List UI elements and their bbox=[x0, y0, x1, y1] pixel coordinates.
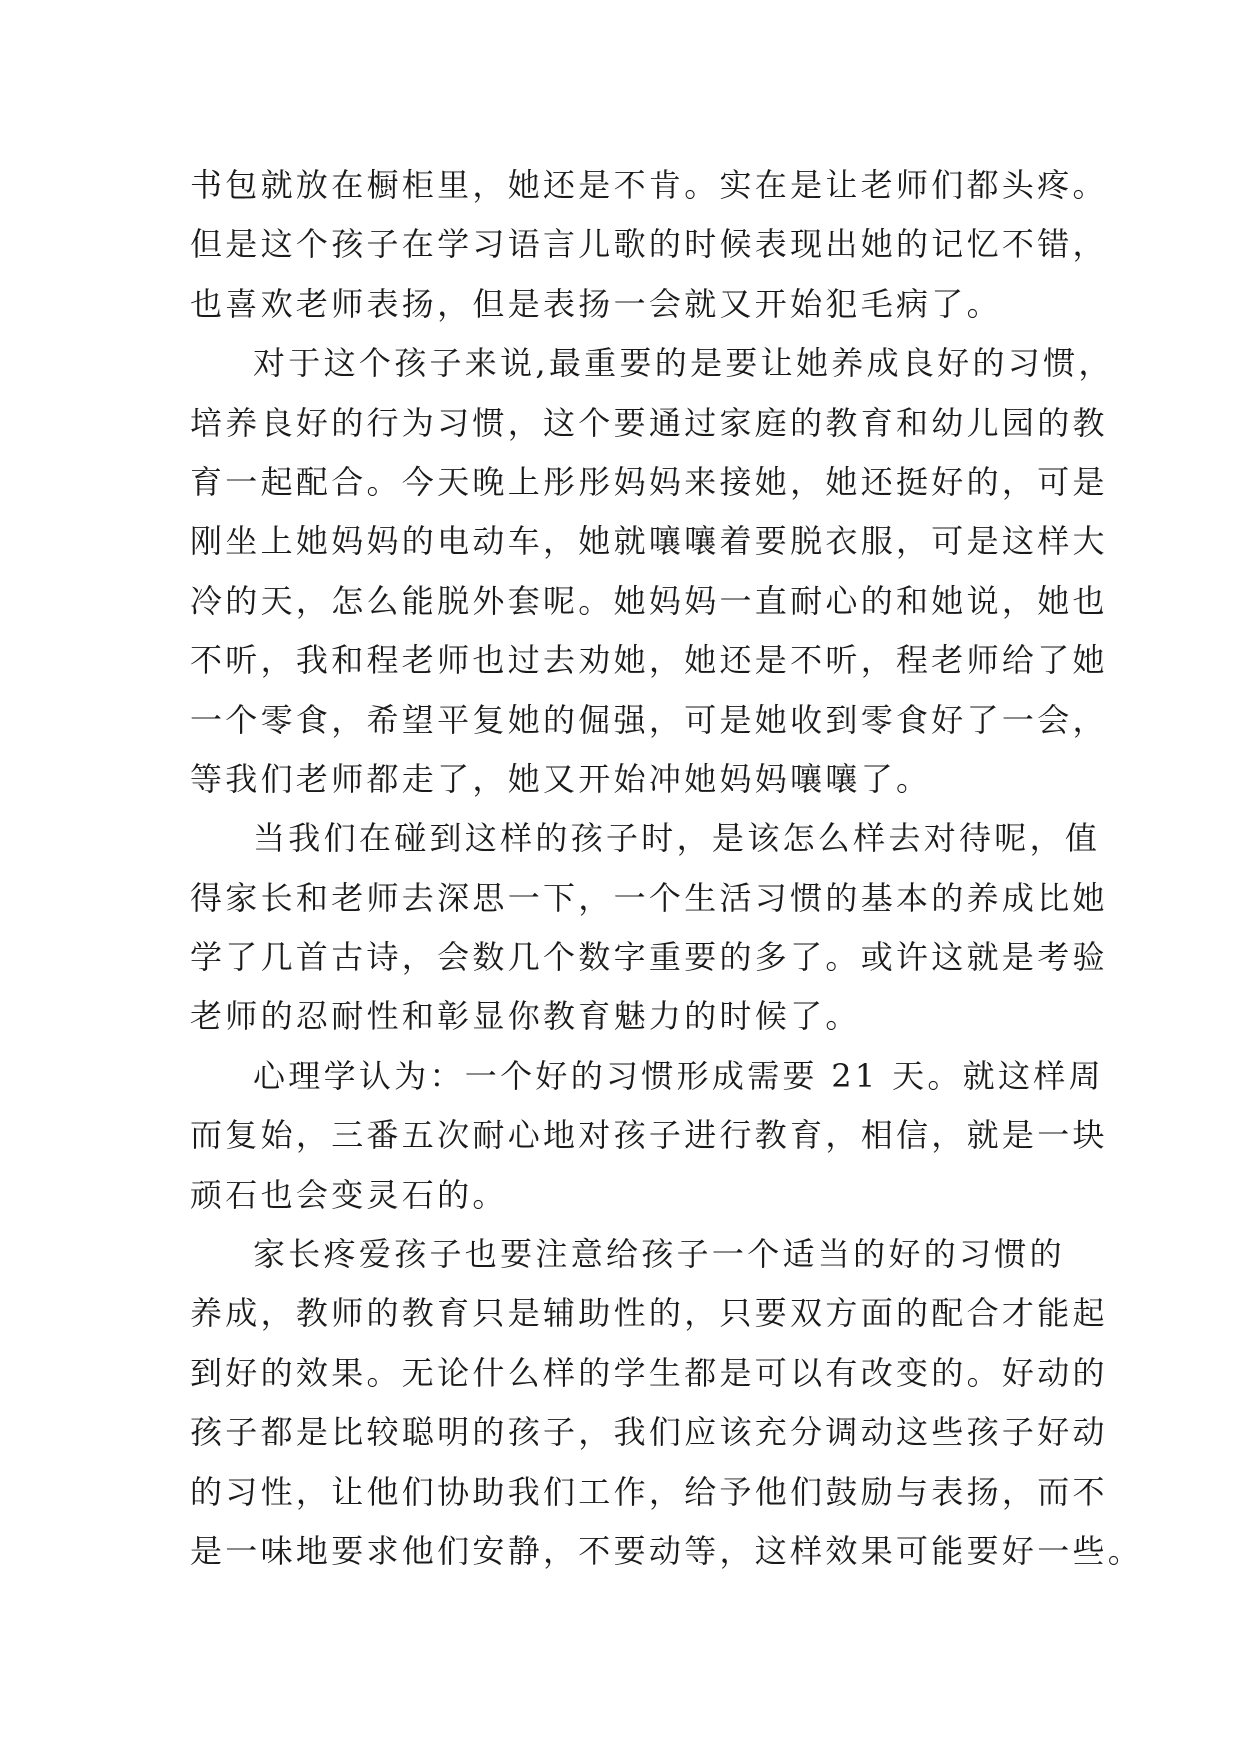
paragraph-first-line: 家长疼爱孩子也要注意给孩子一个适当的好的习惯的 bbox=[253, 1235, 1065, 1274]
paragraph-first-line: 心理学认为：一个好的习惯形成需要 21 天。就这样周 bbox=[253, 1056, 1104, 1095]
text-line: 学了几首古诗，会数几个数字重要的多了。或许这就是考验 bbox=[190, 938, 1108, 977]
text-line: 到好的效果。无论什么样的学生都是可以有改变的。好动的 bbox=[190, 1353, 1108, 1392]
text-line: 孩子都是比较聪明的孩子，我们应该充分调动这些孩子好动 bbox=[190, 1413, 1108, 1452]
text-line: 但是这个孩子在学习语言儿歌的时候表现出她的记忆不错， bbox=[190, 225, 1108, 264]
text-line: 等我们老师都走了，她又开始冲她妈妈嚷嚷了。 bbox=[190, 759, 932, 798]
text-line: 得家长和老师去深思一下，一个生活习惯的基本的养成比她 bbox=[190, 878, 1108, 917]
text-line: 也喜欢老师表扬，但是表扬一会就又开始犯毛病了。 bbox=[190, 284, 1002, 323]
paragraph-first-line: 对于这个孩子来说,最重要的是要让她养成良好的习惯， bbox=[253, 344, 1114, 383]
text-line: 培养良好的行为习惯，这个要通过家庭的教育和幼儿园的教 bbox=[190, 403, 1108, 442]
text-line: 老师的忍耐性和彰显你教育魅力的时候了。 bbox=[190, 997, 861, 1036]
text-line: 不听，我和程老师也过去劝她，她还是不听，程老师给了她 bbox=[190, 641, 1108, 680]
paragraph-first-line: 当我们在碰到这样的孩子时，是该怎么样去对待呢，值 bbox=[253, 819, 1101, 858]
text-line: 是一味地要求他们安静，不要动等，这样效果可能要好一些。 bbox=[190, 1531, 1144, 1570]
text-line: 养成，教师的教育只是辅助性的，只要双方面的配合才能起 bbox=[190, 1294, 1108, 1333]
text-line: 育一起配合。今天晚上彤彤妈妈来接她，她还挺好的，可是 bbox=[190, 462, 1108, 501]
text-line: 的习性，让他们协助我们工作，给予他们鼓励与表扬，而不 bbox=[190, 1472, 1108, 1511]
text-line: 刚坐上她妈妈的电动车，她就嚷嚷着要脱衣服，可是这样大 bbox=[190, 522, 1108, 561]
text-line: 一个零食，希望平复她的倔强，可是她收到零食好了一会， bbox=[190, 700, 1108, 739]
text-line: 而复始，三番五次耐心地对孩子进行教育，相信，就是一块 bbox=[190, 1116, 1108, 1155]
text-line: 冷的天，怎么能脱外套呢。她妈妈一直耐心的和她说，她也 bbox=[190, 581, 1108, 620]
text-line: 书包就放在橱柜里，她还是不肯。实在是让老师们都头疼。 bbox=[190, 166, 1108, 204]
text-line: 顽石也会变灵石的。 bbox=[190, 1175, 508, 1214]
document-body bbox=[190, 156, 1144, 1581]
